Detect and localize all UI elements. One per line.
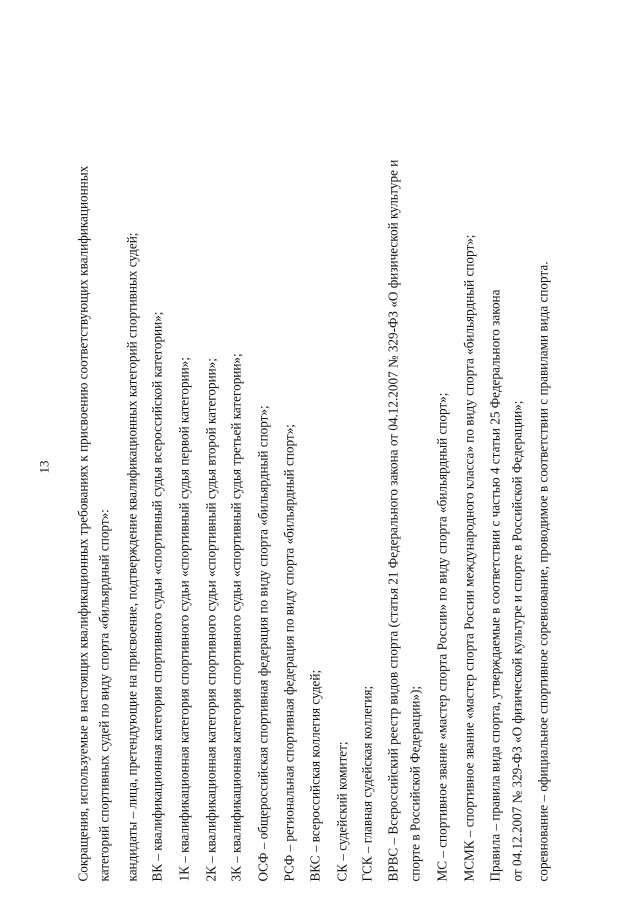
abbr-3k: 3К – квалификационная категория спортивного судьи «спортивный судья третьей категории»;	[228, 352, 243, 881]
abbr-osf: ОСФ – общероссийская спортивная федерация по виду спорта «бильярдный спорт»;	[255, 404, 270, 881]
abbr-2k: 2К – квалификационная категория спортивного судьи «спортивный судья второй категории»;	[203, 357, 218, 881]
abbr-vk: ВК – квалификационная категория спортивного судьи «спортивный судья всероссийской категории»;	[149, 311, 164, 881]
abbr-rsf: РСФ – региональная спортивная федерация по виду спорта «бильярдный спорт»;	[281, 423, 296, 881]
abbr-vrvs-line-2: спорте в Российской Федерации»);	[407, 685, 422, 881]
abbr-vks: ВКС – всероссийская коллегия судей;	[307, 669, 322, 881]
abbr-candidates: кандидаты – лица, претендующие на присвоение, подтверждение квалификационных категорий спортивных судей;	[124, 232, 139, 881]
intro-line-2: категорий спортивных судей по виду спорта «бильярдный спорт»:	[96, 508, 111, 881]
abbr-1k: 1К – квалификационная категория спортивного судьи «спортивный судья первой категории»;	[176, 356, 191, 881]
page-number: 13	[36, 460, 51, 473]
abbr-rules-line-1: Правила – правила вида спорта, утверждаемые в соответствии с частью 4 статьи 25 Федерального закона	[487, 289, 502, 881]
intro-line-1: Сокращения, используемые в настоящих квалификационных требованиях к присвоению соответствующих квалификационных	[75, 165, 90, 881]
abbr-ms: МС – спортивное звание «мастер спорта России» по виду спорта «бильярдный спорт»;	[434, 392, 449, 881]
abbr-rules-line-2: от 04.12.2007 № 329-ФЗ «О физической культуре и спорте в Российской Федерации»;	[509, 400, 524, 881]
abbr-vrvs-line-1: ВРВС – Всероссийский реестр видов спорта (статья 21 Федерального закона от 04.12.2007 № 329-ФЗ «О физической культуре и	[385, 159, 400, 881]
abbr-sk: СК – судейский комитет;	[334, 740, 349, 881]
abbr-gsk: ГСК – главная судейская коллегия;	[359, 685, 374, 881]
abbr-msmk: МСМК – спортивное звание «мастер спорта России международного класса» по виду спорта «бильярдный спорт»;	[461, 234, 476, 881]
abbr-competition: соревнование – официальное спортивное соревнование, проводимое в соответствии с правилами вида спорта.	[535, 260, 550, 881]
